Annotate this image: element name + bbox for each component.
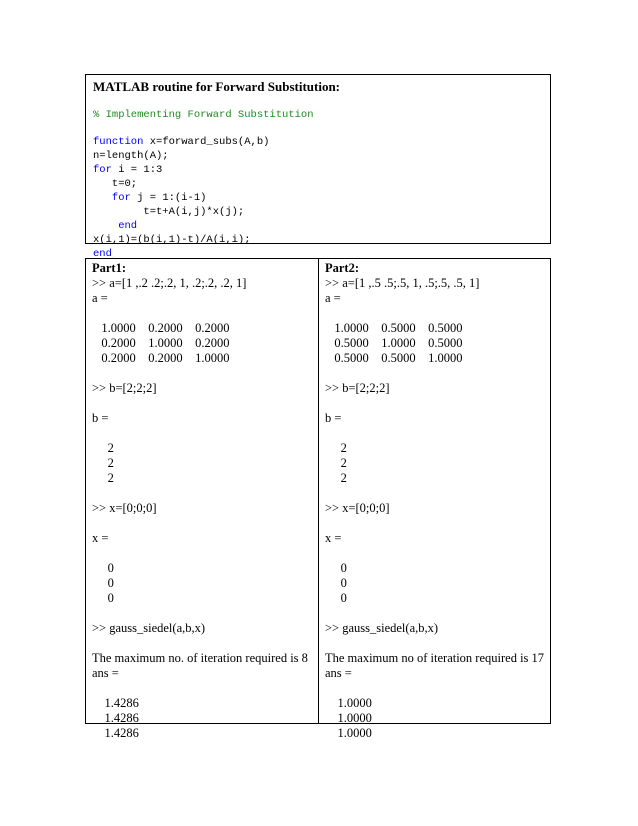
a-row: 0.2000 0.2000 1.0000 — [92, 351, 230, 365]
ans-row: 1.4286 — [92, 726, 139, 740]
x-label: x = — [92, 531, 109, 545]
iteration-message: The maximum no of iteration required is 17 — [325, 651, 545, 665]
ans-row: 1.0000 — [325, 726, 372, 740]
code-line: t=0; — [93, 178, 138, 190]
a-row: 0.2000 1.0000 0.2000 — [92, 336, 230, 350]
command-gauss-siedel: >> gauss_siedel(a,b,x) — [92, 621, 206, 635]
results-table — [85, 258, 551, 740]
matlab-routine-box — [85, 74, 551, 260]
ans-row: 1.4286 — [92, 711, 139, 725]
x-row: 0 — [325, 591, 347, 605]
code-comment: % Implementing Forward Substitution — [93, 109, 314, 121]
command-b: >> b=[2;2;2] — [325, 381, 390, 395]
code-line: t=t+A(i,j)*x(j); — [93, 206, 245, 218]
code-line: for i = 1:3 — [93, 164, 163, 176]
ans-row: 1.0000 — [325, 696, 372, 710]
command-a: >> a=[1 ,.2 .2;.2, 1, .2;.2, .2, 1] — [92, 276, 247, 290]
part2-column — [318, 259, 550, 740]
a-label: a = — [92, 291, 108, 305]
ans-row: 1.4286 — [92, 696, 139, 710]
b-row: 2 — [325, 471, 347, 485]
ans-label: ans = — [325, 666, 352, 680]
command-x: >> x=[0;0;0] — [92, 501, 157, 515]
code-line: function x=forward_subs(A,b) — [93, 136, 270, 148]
command-gauss-siedel: >> gauss_siedel(a,b,x) — [325, 621, 439, 635]
x-row: 0 — [92, 591, 114, 605]
x-row: 0 — [325, 576, 347, 590]
a-label: a = — [325, 291, 341, 305]
b-row: 2 — [325, 441, 347, 455]
b-row: 2 — [325, 456, 347, 470]
x-row: 0 — [92, 576, 114, 590]
b-label: b = — [92, 411, 109, 425]
a-row: 1.0000 0.2000 0.2000 — [92, 321, 230, 335]
a-row: 0.5000 0.5000 1.0000 — [325, 351, 463, 365]
b-label: b = — [325, 411, 342, 425]
part1-title: Part1: — [92, 261, 127, 275]
b-row: 2 — [92, 441, 114, 455]
code-line: end — [93, 220, 138, 232]
x-row: 0 — [325, 561, 347, 575]
command-x: >> x=[0;0;0] — [325, 501, 390, 515]
a-row: 0.5000 1.0000 0.5000 — [325, 336, 463, 350]
routine-title: MATLAB routine for Forward Substitution: — [93, 79, 341, 94]
code-line: for j = 1:(i-1) — [93, 192, 207, 204]
part1-column — [86, 259, 318, 740]
a-row: 1.0000 0.5000 0.5000 — [325, 321, 463, 335]
command-a: >> a=[1 ,.5 .5;.5, 1, .5;.5, .5, 1] — [325, 276, 480, 290]
ans-label: ans = — [92, 666, 119, 680]
x-label: x = — [325, 531, 342, 545]
part2-title: Part2: — [325, 261, 360, 275]
b-row: 2 — [92, 456, 114, 470]
code-line: n=length(A); — [93, 150, 169, 162]
b-row: 2 — [92, 471, 114, 485]
iteration-message: The maximum no. of iteration required is 8 — [92, 651, 308, 665]
code-listing — [93, 135, 550, 261]
code-line: x(i,1)=(b(i,1)-t)/A(i,i); — [93, 234, 251, 246]
code-line: end — [93, 248, 112, 260]
x-row: 0 — [92, 561, 114, 575]
ans-row: 1.0000 — [325, 711, 372, 725]
command-b: >> b=[2;2;2] — [92, 381, 157, 395]
